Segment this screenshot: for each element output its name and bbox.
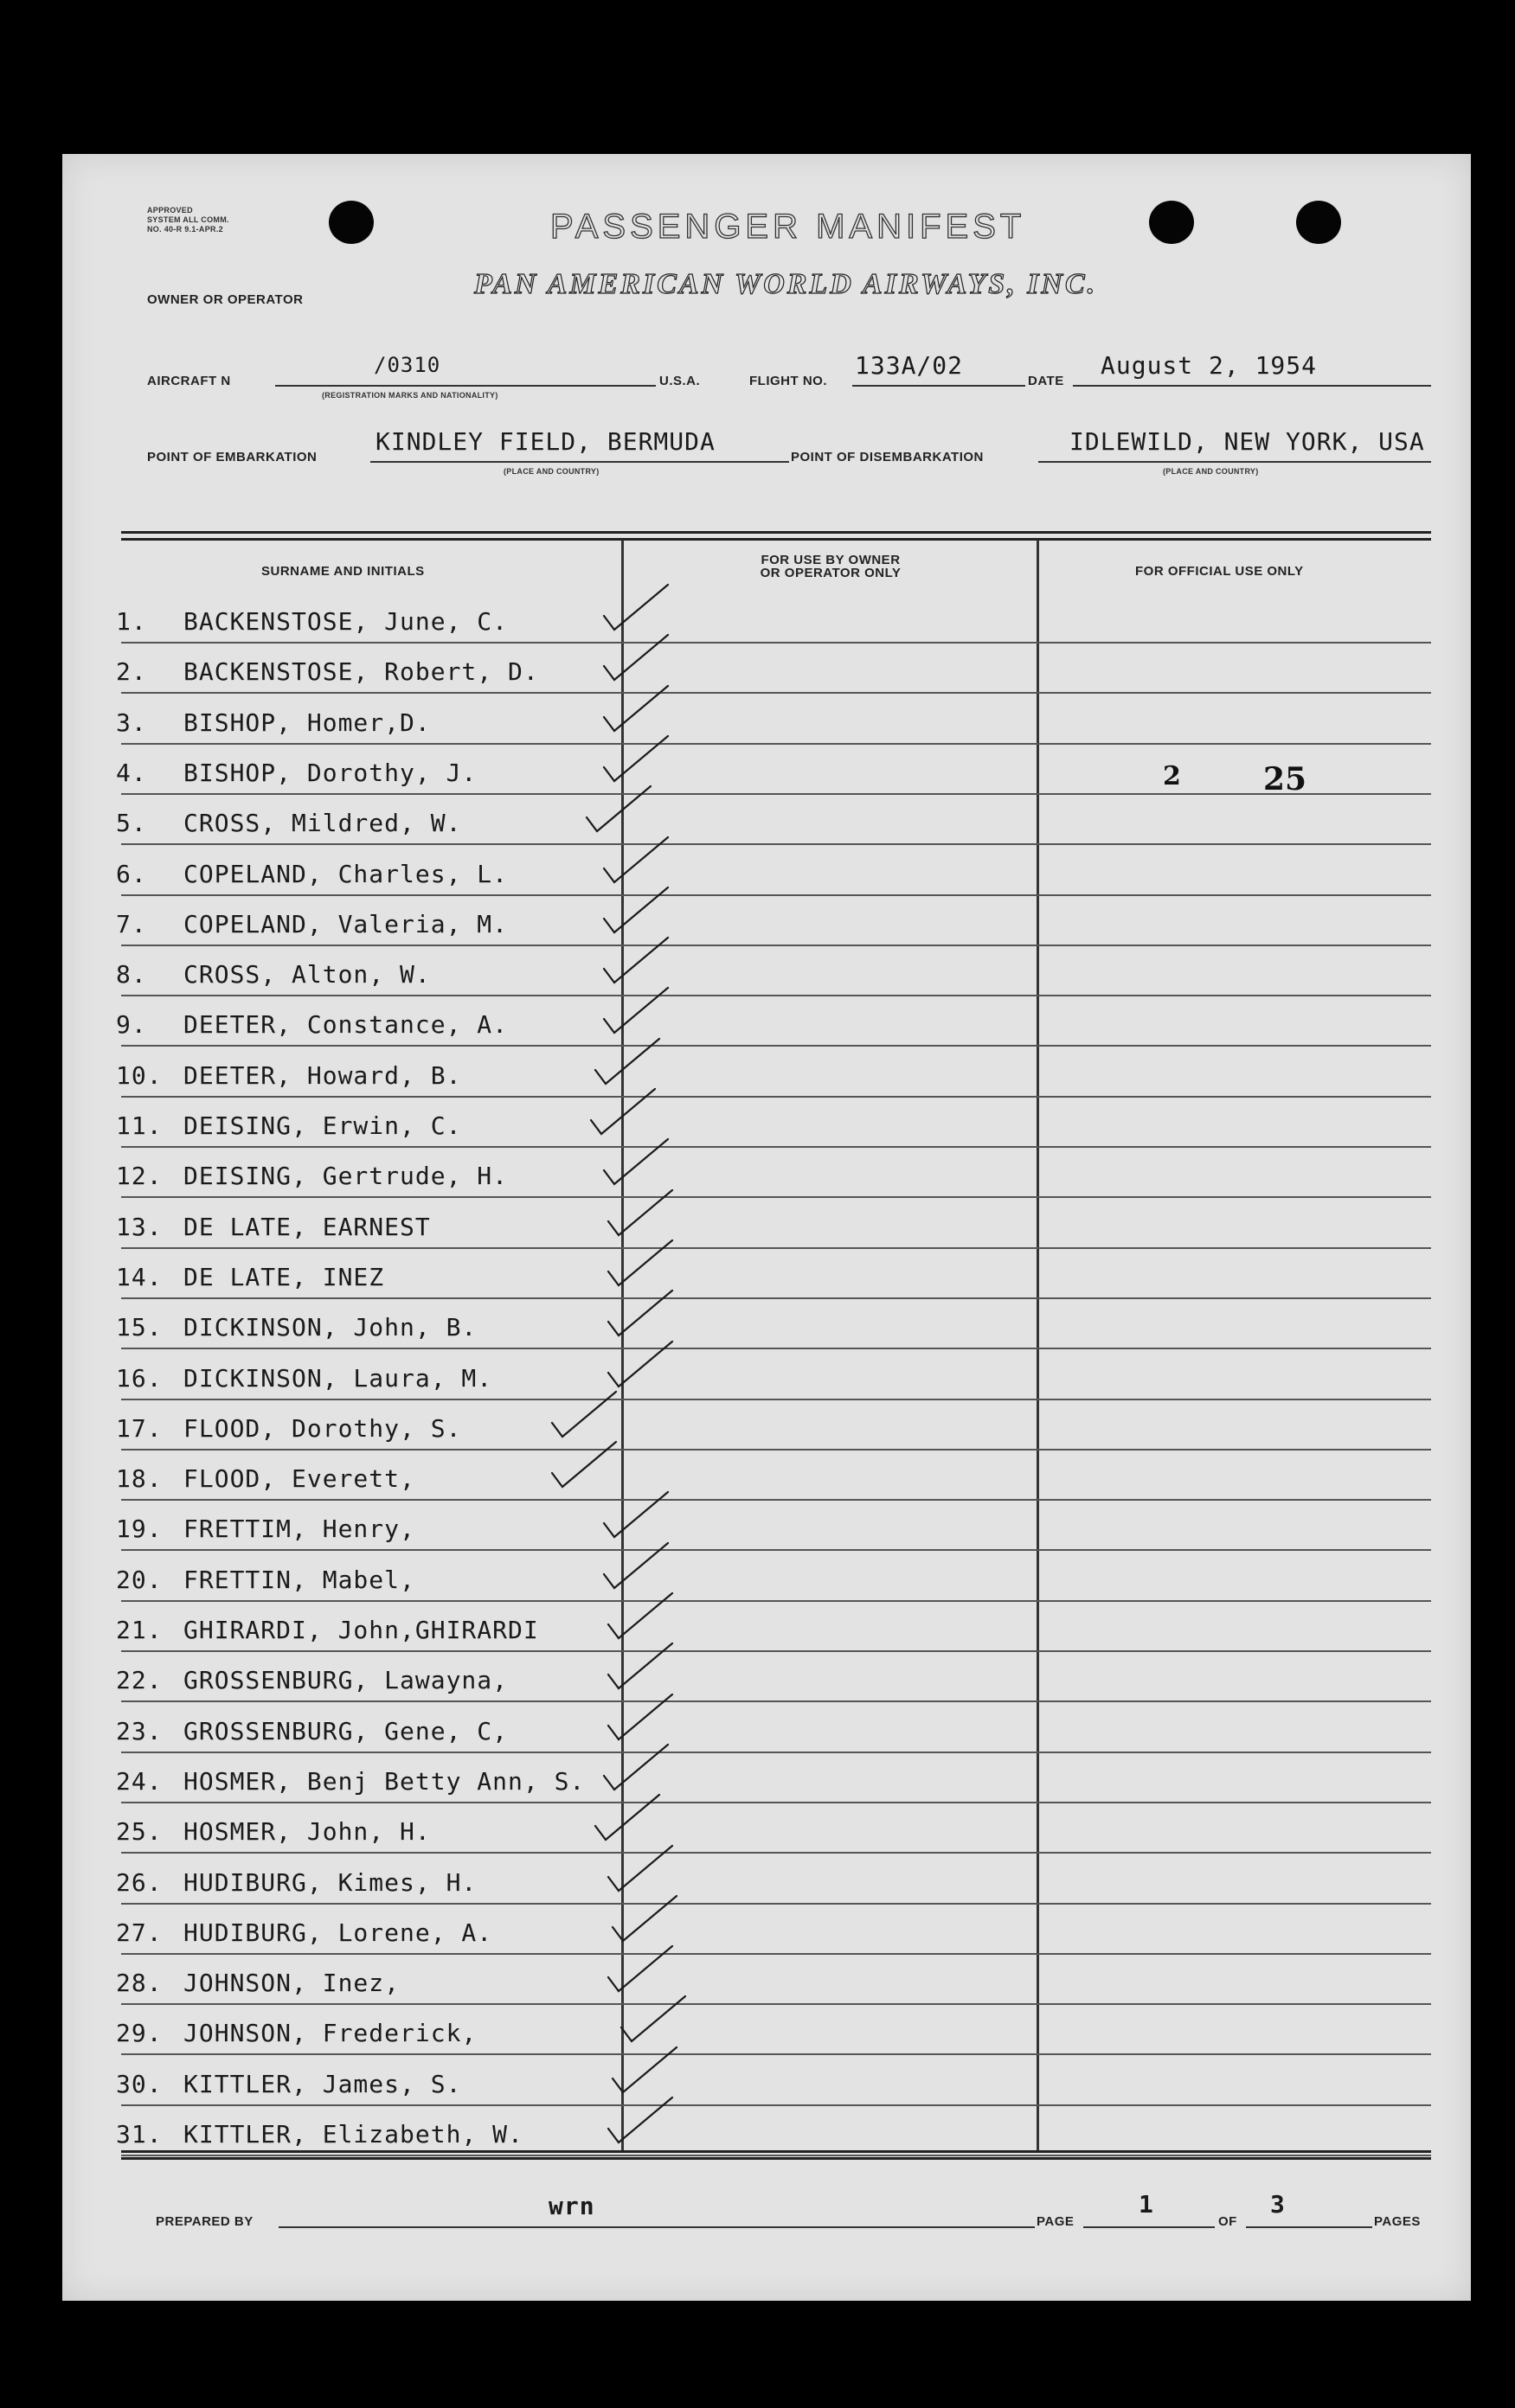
passenger-name: GROSSENBURG, Gene, C, [183,1717,509,1745]
passenger-name: FRETTIM, Henry, [183,1515,415,1543]
passenger-name: KITTLER, James, S. [183,2070,462,2098]
passenger-name: CROSS, Mildred, W. [183,809,462,837]
punch-hole-right-2 [1296,201,1341,244]
pages-label: PAGES [1374,2214,1421,2229]
passenger-row [0,1958,1515,2008]
passenger-name: CROSS, Alton, W. [183,960,431,989]
prepared-by-label: PREPARED BY [156,2214,254,2229]
passenger-row [0,1908,1515,1958]
table-bottom-rule-1 [121,2150,1431,2153]
passenger-number: 6. [116,860,147,888]
passenger-number: 31. [116,2120,163,2149]
page-underline [1083,2226,1215,2228]
passenger-row [0,1757,1515,1807]
page-label: PAGE [1037,2214,1075,2229]
passenger-number: 14. [116,1263,163,1291]
passenger-name: FRETTIN, Mabel, [183,1566,415,1594]
passenger-name: GROSSENBURG, Lawayna, [183,1666,509,1694]
passenger-number: 29. [116,2019,163,2047]
passenger-row [0,1000,1515,1050]
passenger-name: BISHOP, Dorothy, J. [183,759,478,787]
passenger-number: 24. [116,1767,163,1796]
passenger-number: 26. [116,1868,163,1897]
passenger-number: 8. [116,960,147,989]
passenger-number: 16. [116,1364,163,1393]
passenger-number: 18. [116,1464,163,1493]
passenger-row [0,1858,1515,1908]
passenger-number: 13. [116,1213,163,1241]
passenger-number: 25. [116,1817,163,1846]
passenger-number: 23. [116,1717,163,1745]
passenger-row [0,1354,1515,1404]
passenger-name: DE LATE, INEZ [183,1263,385,1291]
date-label: DATE [1028,374,1064,388]
header-surname: SURNAME AND INITIALS [261,564,425,579]
usa-label: U.S.A. [659,374,701,388]
passenger-row [0,1101,1515,1151]
passenger-number: 1. [116,607,147,636]
passenger-row [0,1555,1515,1605]
header-owner-use: FOR USE BY OWNER OR OPERATOR ONLY [760,553,902,580]
pages-value: 3 [1270,2190,1286,2219]
passenger-name: DICKINSON, John, B. [183,1313,478,1342]
passenger-row [0,2059,1515,2110]
passenger-number: 7. [116,910,147,938]
passenger-row [0,1656,1515,1706]
passenger-row [0,1707,1515,1757]
passenger-name: KITTLER, Elizabeth, W. [183,2120,523,2149]
passenger-name: FLOOD, Everett, [183,1464,415,1493]
passenger-number: 28. [116,1969,163,1997]
passenger-row [0,1303,1515,1353]
flight-underline [852,385,1025,387]
passenger-number: 2. [116,657,147,686]
passenger-row [0,1605,1515,1656]
passenger-name: JOHNSON, Frederick, [183,2019,478,2047]
header-official-use: FOR OFFICIAL USE ONLY [1135,564,1304,579]
passenger-number: 20. [116,1566,163,1594]
passenger-name: FLOOD, Dorothy, S. [183,1414,462,1443]
passenger-number: 27. [116,1918,163,1947]
owner-value: PAN AMERICAN WORLD AIRWAYS, INC. [474,268,1098,300]
passenger-name: JOHNSON, Inez, [183,1969,401,1997]
embarkation-place-note: (PLACE AND COUNTRY) [504,467,600,476]
embarkation-value: KINDLEY FIELD, BERMUDA [376,427,716,456]
disembarkation-label: POINT OF DISEMBARKATION [791,450,984,464]
passenger-name: DEISING, Erwin, C. [183,1111,462,1140]
of-label: OF [1218,2214,1237,2229]
passenger-number: 10. [116,1061,163,1090]
passenger-row [0,1252,1515,1303]
owner-label: OWNER OR OPERATOR [147,292,304,307]
passenger-number: 11. [116,1111,163,1140]
passenger-row [0,900,1515,950]
passenger-number: 9. [116,1010,147,1039]
passenger-row [0,1051,1515,1101]
disembarkation-underline [1038,461,1431,463]
passenger-number: 21. [116,1616,163,1644]
passenger-row [0,647,1515,697]
disembarkation-value: IDLEWILD, NEW YORK, USA [1069,427,1425,456]
passenger-number: 4. [116,759,147,787]
passenger-row [0,1151,1515,1201]
embarkation-underline [370,461,789,463]
flight-label: FLIGHT NO. [749,374,827,388]
aircraft-value: /0310 [374,353,441,377]
prepared-by-underline [279,2226,1035,2228]
passenger-name: DICKINSON, Laura, M. [183,1364,493,1393]
passenger-name: HOSMER, John, H. [183,1817,431,1846]
passenger-row [0,2008,1515,2059]
passenger-name: DEETER, Constance, A. [183,1010,509,1039]
date-value: August 2, 1954 [1101,351,1318,380]
passenger-name: COPELAND, Valeria, M. [183,910,509,938]
passenger-number: 22. [116,1666,163,1694]
passenger-row [0,1202,1515,1252]
punch-hole-right-1 [1149,201,1194,244]
passenger-number: 30. [116,2070,163,2098]
disembarkation-place-note: (PLACE AND COUNTRY) [1163,467,1259,476]
punch-hole-left [329,201,374,244]
passenger-row [0,849,1515,900]
passenger-row [0,950,1515,1000]
date-underline [1073,385,1431,387]
form-title: PASSENGER MANIFEST [550,208,1026,246]
page-value: 1 [1139,2190,1154,2219]
aircraft-label: AIRCRAFT N [147,374,231,388]
passenger-name: BACKENSTOSE, Robert, D. [183,657,539,686]
table-top-rule-1 [121,531,1431,534]
table-top-rule-2 [121,538,1431,541]
passenger-row [0,1404,1515,1454]
aircraft-underline [275,385,656,387]
passenger-row [0,1807,1515,1857]
prepared-by-value: wrn [549,2192,595,2220]
passenger-number: 15. [116,1313,163,1342]
passenger-name: DEISING, Gertrude, H. [183,1162,509,1190]
passenger-name: HUDIBURG, Kimes, H. [183,1868,478,1897]
passenger-name: DE LATE, EARNEST [183,1213,431,1241]
passenger-row [0,1454,1515,1504]
passenger-name: GHIRARDI, John,GHIRARDI [183,1616,539,1644]
passenger-number: 19. [116,1515,163,1543]
passenger-row [0,698,1515,748]
passenger-row [0,798,1515,849]
passenger-row [0,597,1515,647]
official-mark-prefix: 2 [1163,761,1181,791]
passenger-name: HOSMER, Benj Betty Ann, S. [183,1767,586,1796]
passenger-row [0,1504,1515,1554]
approval-note: APPROVED SYSTEM ALL COMM. NO. 40-R 9.1-APR.2 [147,206,229,234]
check-mark-icon [593,2091,705,2151]
flight-value: 133A/02 [855,351,964,380]
registration-note: (REGISTRATION MARKS AND NATIONALITY) [322,391,498,400]
of-underline [1246,2226,1372,2228]
embarkation-label: POINT OF EMBARKATION [147,450,318,464]
passenger-name: BISHOP, Homer,D. [183,708,431,737]
passenger-name: BACKENSTOSE, June, C. [183,607,509,636]
table-bottom-rule-2 [121,2157,1431,2160]
passenger-number: 12. [116,1162,163,1190]
official-mark-count: 25 [1263,761,1307,797]
passenger-name: HUDIBURG, Lorene, A. [183,1918,493,1947]
passenger-number: 5. [116,809,147,837]
passenger-number: 17. [116,1414,163,1443]
passenger-name: DEETER, Howard, B. [183,1061,462,1090]
passenger-name: COPELAND, Charles, L. [183,860,509,888]
passenger-number: 3. [116,708,147,737]
